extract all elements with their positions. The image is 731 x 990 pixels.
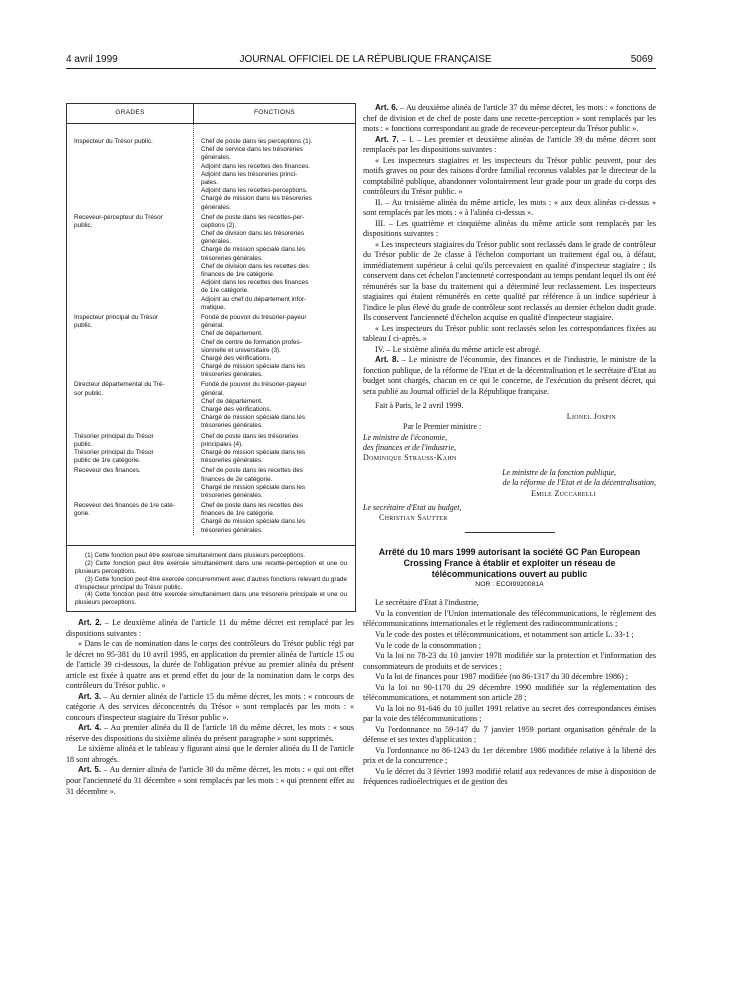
fonction-line: trésoreries générales.	[201, 491, 263, 499]
grade-line: Trésorier principal du Trésor	[74, 432, 154, 440]
arrete-paragraphs	[363, 598, 656, 787]
table-row	[67, 433, 355, 466]
article-text: III. – Les quatrième et cinquième alinéas du même article sont remplacés par les dispositions suivantes :	[363, 218, 656, 239]
fonction-line: sionnelle et universitaire (3).	[201, 346, 281, 354]
article-text: « Les inspecteurs du Trésor public sont reclassés selon les correspondances fixées au tableau I ci-après. »	[363, 323, 656, 344]
fonction-line: Adjoint au chef du département infor-	[201, 295, 307, 303]
article-text: – Le deuxième alinéa de l'article 11 du même décret est remplacé par les dispositions suivantes :	[66, 618, 355, 638]
right-articles	[363, 103, 656, 397]
table-footnote: (2) Cette fonction peut être exercée simultanément dans une recette-perception et une ou plusieurs perceptions.	[75, 559, 347, 575]
table-header-fonctions: FONCTIONS	[254, 109, 295, 117]
grade-cell	[67, 467, 193, 500]
fonction-line: trésoreries générales.	[201, 422, 263, 430]
article-paragraph	[66, 744, 354, 765]
fonction-line: finances de 1re catégorie.	[201, 510, 275, 518]
grade-line: public de 1re catégorie.	[74, 457, 141, 465]
article-paragraph	[363, 324, 656, 345]
fonction-line: finances de 1re catégorie.	[201, 271, 275, 278]
fonction-line: Adjoint dans les trésoreries princi-	[201, 170, 298, 178]
article-paragraph	[66, 618, 354, 639]
table-footnotes	[67, 545, 355, 611]
fonction-line: Adjoint dans les recettes des finances	[201, 279, 309, 287]
fonctions-cell	[193, 502, 355, 535]
table-header	[67, 104, 355, 124]
article-text: II. – Au troisième alinéa du même article, les mots : « aux deux alinéas ci-dessus » sont remplacés par les mots : « à l'alinéa ci-dessus ».	[363, 197, 656, 218]
grade-cell	[67, 214, 193, 312]
fonctions-cell	[193, 314, 355, 380]
fonction-line: générales.	[201, 203, 231, 211]
header-page-number: 5069	[630, 54, 653, 65]
article-paragraph	[363, 198, 656, 219]
article-text: « Les inspecteurs stagiaires du Trésor public sont reclassés dans le grade de contrôleur du Trésor public de 2e classe à l'échelon comportant un traitement égal ou, à défaut, immédiatement supérieur à celui qu'ils percevaient en qualité d'inspecteur stagiaire ; ils conservent dans cet échelon l'ancienneté correspondant au temps pendant lequel ils ont été rémunérés sur la base du traitement qui a déterminé leur reclassement. Les inspecteurs stagiaires qui étaient rémunérés en cette qualité par référence à un indice supérieur à l'indice le plus élevé du grade de contrôleur sont reclassés au dernier échelon dudit grade. Ils conservent l'ancienneté d'échelon acquise en qualité d'inspecteur stagiaire.	[363, 239, 656, 323]
arrete-paragraph: Vu l'ordonnance no 86-1243 du 1er décembre 1986 modifiée relative à la liberté des prix et de la concurrence ;	[363, 745, 656, 766]
article-label: Art. 6.	[375, 103, 398, 112]
fonction-line: Fondé de pouvoir du trésorier-payeur	[201, 381, 307, 389]
minister-econ-name: Dominique Strauss-Kahn	[363, 453, 457, 463]
fonction-line: Chef de poste dans les recettes des	[201, 502, 303, 510]
arrete-paragraph: Vu le code des postes et télécommunications, et notamment son article L. 33-1 ;	[375, 630, 634, 639]
article-label: Art. 3.	[78, 691, 102, 701]
fonction-line: Chargé de mission spéciale dans les	[201, 414, 306, 422]
arrete-paragraph: Vu la loi no 78-23 du 10 janvier 1978 modifiée sur la protection et l'information des consommateurs de produits et de services ;	[363, 651, 656, 671]
fonction-line: Chef de département.	[201, 330, 263, 338]
arrete-paragraph: Vu le code de la consommation ;	[375, 640, 482, 650]
article-paragraph	[363, 103, 656, 135]
fonction-line: Chargé de mission spéciale dans les	[201, 363, 306, 371]
article-paragraph	[363, 240, 656, 324]
table-row	[67, 381, 355, 430]
table-row	[67, 467, 355, 500]
fonction-line: trésoreries générales.	[201, 371, 263, 379]
fonction-line: générales.	[201, 238, 231, 246]
grade-cell	[67, 433, 193, 466]
fonction-line: Chef de poste dans les trésoreries	[201, 432, 299, 440]
article-text: Le sixième alinéa et le tableau y figurant ainsi que le dernier alinéa du II de l'article 18 sont abrogés.	[66, 744, 354, 764]
fonction-line: Chargé de mission spéciale dans les	[201, 246, 306, 254]
article-text: « Les inspecteurs stagiaires et les inspecteurs du Trésor public peuvent, pour des motifs graves ou pour des raisons d'ordre familial reconnus valables par le directeur de la comptabilité publique, abandonner volontairement leur grade pour un grade du corps des contrôleurs du Trésor public. »	[363, 155, 656, 197]
article-label: Art. 5.	[78, 765, 102, 775]
arrete-title: Arrêté du 10 mars 1999 autorisant la société GC Pan European Crossing France à établir et exploiter un réseau de télécommunications ouvert au public	[378, 546, 641, 579]
fonction-line: Chef de division dans les trésoreries	[201, 230, 305, 238]
fonction-line: Chef de poste dans les recettes-per-	[201, 213, 305, 221]
article-label: Art. 4.	[78, 723, 102, 733]
done-at: Fait à Paris, le 2 avril 1999.	[375, 401, 464, 411]
fonction-line: ceptions (2).	[201, 221, 237, 229]
fonction-line: finances de 2e catégorie.	[201, 475, 273, 483]
fonctions-cell	[193, 433, 355, 466]
fonction-line: Chargé de mission spéciale dans les	[201, 483, 306, 491]
article-paragraph	[363, 156, 656, 198]
grade-line: Inspecteur principal du Trésor	[74, 313, 159, 321]
table-header-grades: GRADES	[67, 104, 194, 123]
arrete-nor: NOR : ECOI9920081A	[475, 581, 544, 589]
arrete-paragraph: Le secrétaire d'Etat à l'industrie,	[375, 598, 479, 608]
grade-line: gorie.	[74, 510, 90, 518]
article-label: Art. 8.	[375, 355, 399, 365]
article-paragraph	[66, 692, 354, 724]
article-text: – I. – Les premier et deuxième alinéas de l'article 39 du même décret sont remplacés par les dispositions suivantes :	[363, 134, 656, 155]
fonction-line: Chef de service dans les trésoreries	[201, 146, 303, 154]
article-paragraph	[363, 219, 656, 240]
grade-line: Inspecteur du Trésor public.	[74, 138, 153, 145]
fonction-line: Adjoint dans les recettes-perceptions.	[201, 187, 308, 195]
table-row	[67, 314, 355, 380]
article-paragraph	[363, 345, 656, 356]
fonction-line: Chargé de mission dans les trésoreries	[201, 195, 312, 203]
minister-econ-title-1: Le ministre de l'économie,	[363, 432, 448, 442]
table-row	[67, 124, 355, 212]
table-row	[67, 502, 355, 535]
grade-line: Receveur-percepteur du Trésor	[74, 213, 163, 221]
header-date: 4 avril 1999	[66, 54, 118, 65]
article-text: – Au dernier alinéa de l'article 15 du même décret, les mots : « concours de catégorie A des services déconcentrés du Trésor » sont remplacés par les mots : « concours d'inspecteur stagiaire du Trésor public ».	[66, 691, 355, 722]
signature-block	[363, 401, 656, 523]
fonction-line: Chef de centre de formation profes-	[201, 338, 302, 346]
fonction-line: générales.	[201, 154, 231, 162]
minister-fp-name: Emile Zuccarelli	[531, 488, 596, 498]
fonction-line: Fondé de pouvoir du trésorier-payeur	[201, 313, 307, 321]
arrete-paragraph: Vu la loi no 91-646 du 10 juillet 1991 relative au secret des correspondances émises par la voie des télécommunications ;	[363, 703, 656, 724]
grade-line: Receveur des finances de 1re caté-	[74, 502, 175, 510]
article-text: – Au deuxième alinéa de l'article 37 du même décret, les mots : « fonctions de chef de division et de chef de poste dans une recette-perception » sont remplacés par les mots : « fonctions correspondant au grade de receveur-percepteur du Trésor public ».	[363, 103, 657, 134]
fonction-line: Chef de poste dans les recettes des	[201, 467, 303, 475]
grade-line: Directeur départemental du Tré-	[74, 381, 165, 389]
article-paragraph	[66, 723, 354, 744]
left-articles	[66, 618, 354, 797]
fonction-line: général.	[201, 322, 225, 330]
fonction-line: Chargé de mission spéciale dans les	[201, 448, 306, 456]
grade-line: public.	[74, 221, 93, 229]
arrete-paragraph: Vu l'ordonnance no 59-147 du 7 janvier 1959 portant organisation générale de la défense et ses textes d'application ;	[363, 724, 656, 745]
par-premier-ministre: Par le Premier ministre :	[403, 422, 482, 432]
article-text: – Au dernier alinéa de l'article 30 du même décret, les mots : « qui ont effet pour l'ancienneté du 31 décembre » sont remplacés par les mots : « qui prennent effet au 31 décembre ».	[66, 765, 355, 796]
secretary-title: Le secrétaire d'Etat au budget,	[363, 502, 462, 512]
grade-cell	[67, 502, 193, 535]
article-text: IV. – Le sixième alinéa du même article est abrogé.	[375, 344, 541, 354]
article-label: Art. 7.	[375, 134, 399, 144]
article-text: « Dans le cas de nomination dans le corps des contrôleurs du Trésor public régi par le décret no 95-381 du 10 avril 1995, en application du premier alinéa de l'article 15 ou de l'article 39 ci-dessous, la durée de l'obligation prévue au premier alinéa du présent article est fixée à quatre ans et prend effet du jour de la nomination dans le corps des contrôleurs du Trésor public. »	[66, 639, 354, 691]
grade-cell	[67, 138, 193, 212]
arrete-paragraph: Vu la convention de l'Union internationale des télécommunications, le règlement des télécommunications internationales et le règlement des radiocommunications ;	[363, 608, 656, 629]
article-paragraph	[66, 765, 354, 797]
table-row	[67, 214, 355, 312]
article-text: – Au premier alinéa du II de l'article 18 du même décret, les mots : « sous réserve des dispositions du sixième alinéa du présent paragraphe » sont supprimés.	[66, 723, 355, 743]
header-journal-title: JOURNAL OFFICIEL DE LA RÉPUBLIQUE FRANÇAISE	[239, 54, 492, 65]
grade-cell	[67, 381, 193, 430]
table-body	[67, 124, 355, 535]
minister-econ-title-2: des finances et de l'industrie,	[363, 443, 457, 452]
grade-line: sor public.	[74, 389, 104, 397]
fonction-line: pales.	[201, 178, 219, 186]
fonction-line: Adjoint dans les recettes des finances.	[201, 162, 311, 170]
fonction-line: de 1re catégorie.	[201, 287, 249, 295]
table-footnote: (1) Cette fonction peut être exercée simultanément dans plusieurs perceptions.	[85, 551, 306, 559]
grade-line: public.	[74, 322, 93, 330]
fonction-line: général.	[201, 389, 225, 397]
secretary-name: Christian Sautter	[379, 513, 448, 523]
grade-line: Receveur des finances.	[74, 467, 141, 475]
arrete-paragraph: Vu le décret du 3 février 1993 modifié relatif aux redevances de mise à disposition de fréquences radioélectriques et de gestion des	[363, 766, 656, 787]
right-column	[363, 103, 656, 788]
fonctions-cell	[193, 381, 355, 430]
grade-line: public.	[74, 440, 93, 448]
fonctions-cell	[193, 138, 355, 212]
fonction-line: Chef de poste dans les perceptions (1).	[201, 138, 313, 145]
fonctions-cell	[193, 214, 355, 312]
minister-fp-title-1: Le ministre de la fonction publique,	[502, 467, 616, 477]
grade-cell	[67, 314, 193, 380]
signer-prime-minister: Lionel Jospin	[566, 411, 616, 421]
minister-fp-title-2: de la réforme de l'Etat et de la décentralisation,	[502, 478, 656, 488]
header-rule	[66, 68, 656, 69]
fonction-line: Chef de division dans les recettes des	[201, 262, 309, 270]
grades-functions-table	[66, 103, 356, 612]
article-text: – Le ministre de l'économie, des finances et de l'industrie, le ministre de la fonction publique, de la réforme de l'Etat et de la décentralisation et le secrétaire d'Etat au budget sont chargés, chacun en ce qui le concerne, de l'exécution du présent décret, qui sera publié au Journal officiel de la République française.	[363, 355, 657, 396]
fonction-line: trésoreries générales.	[201, 526, 263, 534]
fonction-line: principales (4).	[201, 440, 243, 448]
table-footnote: (4) Cette fonction peut être exercée simultanément dans une trésorerie principale et une ou plusieurs perceptions.	[75, 591, 347, 607]
section-divider	[465, 532, 555, 533]
arrete-paragraph: Vu la loi no 90-1170 du 29 décembre 1990 modifiée sur la réglementation des télécommunications, et notamment son article 28 ;	[363, 682, 656, 703]
fonctions-cell	[193, 467, 355, 500]
article-paragraph	[363, 135, 656, 156]
fonction-line: Chargé des vérifications.	[201, 406, 272, 413]
left-column	[66, 103, 354, 797]
grade-line: Trésorier principal du Trésor	[74, 448, 154, 456]
article-paragraph	[363, 355, 656, 397]
fonction-line: Chef de département.	[201, 397, 263, 405]
fonction-line: matique.	[201, 303, 226, 311]
article-label: Art. 2.	[78, 618, 102, 628]
fonction-line: Chargé de mission spéciale dans les	[201, 518, 306, 526]
arrete-paragraph: Vu la loi de finances pour 1987 modifiée (no 86-1317 du 30 décembre 1986) ;	[375, 672, 629, 682]
fonction-line: trésoreries générales.	[201, 254, 263, 262]
article-paragraph	[66, 639, 354, 692]
table-footnote: (3) Cette fonction peut être exercée concurremment avec d'autres fonctions relevant du grade d'inspecteur principal du Trésor public.	[75, 575, 347, 591]
fonction-line: Chargé des vérifications.	[201, 354, 272, 362]
fonction-line: trésoreries générales.	[201, 457, 263, 465]
